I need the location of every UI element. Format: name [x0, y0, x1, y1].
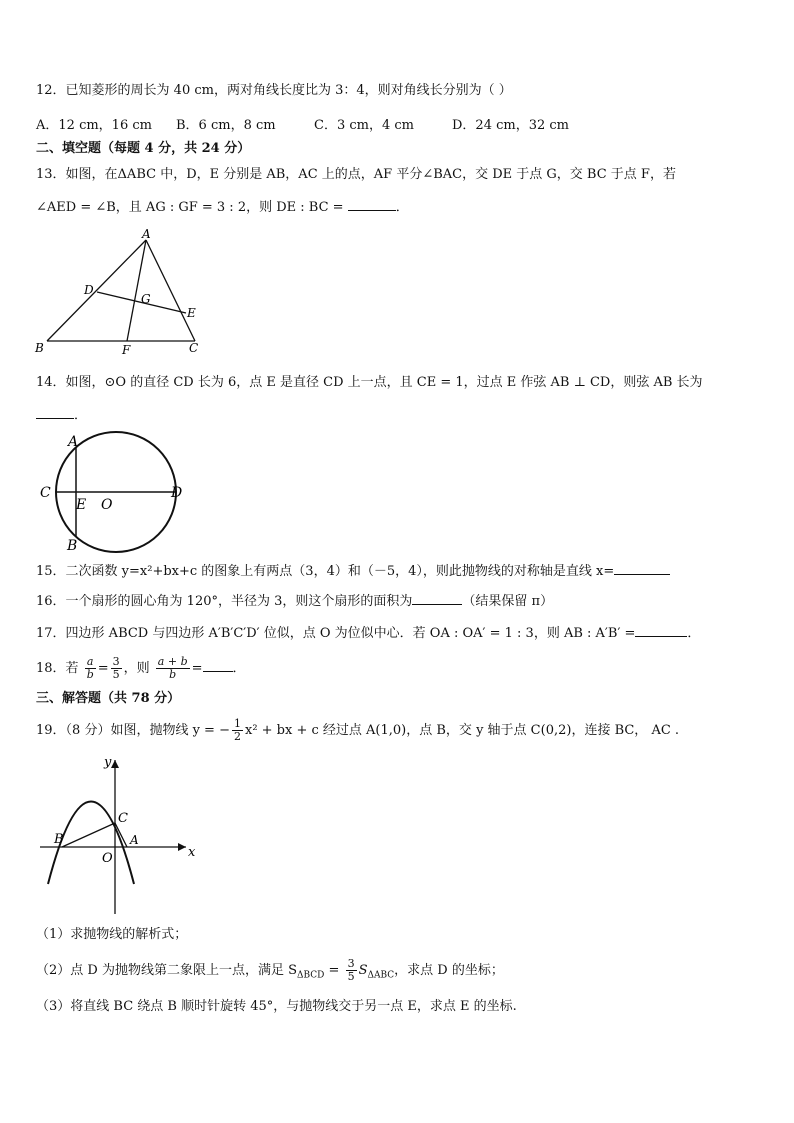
- q12-stem: 12．已知菱形的周长为 40 cm，两对角线长度比为 3：4，则对角线长分别为（ ）: [36, 83, 512, 98]
- q19-sub2-suffix: ，求点 D 的坐标；: [394, 963, 504, 978]
- q16-text: 16．一个扇形的圆心角为 120°，半径为 3，则这个扇形的面积为: [36, 594, 413, 609]
- q13-line2: [36, 198, 409, 217]
- q16-after: （结果保留 π）: [462, 594, 554, 609]
- q13-end: ．: [395, 200, 409, 215]
- q19-frac-num: 1: [233, 717, 241, 730]
- q19-suffix: x² + bx + c 经过点 A(1,0)，点 B，交 y 轴于点 C(0,2)，连接 BC， AC .: [244, 723, 680, 738]
- q19-sub2-prefix: （2）点 D 为抛物线第二象限上一点，满足 S: [36, 963, 297, 978]
- q12-option-a: A．12 cm，16 cm: [36, 118, 152, 133]
- q19-sub2-frac: [346, 958, 357, 983]
- q19-label-x: x: [188, 845, 196, 860]
- q19-stem: [36, 716, 679, 746]
- q13-label-e: E: [187, 306, 196, 320]
- q19-parabola-figure: [36, 752, 206, 918]
- q18-end: ．: [232, 661, 246, 676]
- q19-sub2: [36, 956, 504, 991]
- q19-label-c: C: [118, 811, 128, 826]
- q13-label-d: D: [84, 283, 94, 297]
- q14-end: ．: [74, 408, 88, 423]
- q19-sub2-subscript2: ΔABC: [367, 970, 395, 981]
- q18-prefix: 18．若: [36, 661, 79, 676]
- q14-line2: [36, 406, 87, 425]
- q14-line1: 14．如图，⊙O 的直径 CD 长为 6，点 E 是直径 CD 上一点，且 CE = 1，过点 E 作弦 AB ⊥ CD，则弦 AB 长为: [36, 375, 703, 390]
- q18-frac-a-plus-b-over-b: [156, 656, 190, 681]
- q19-sub3: （3）将直线 BC 绕点 B 顺时针旋转 45°，与抛物线交于另一点 E，求点 E 的坐标.: [36, 999, 517, 1014]
- q15-line: [36, 562, 670, 581]
- q14-label-e: E: [76, 497, 87, 513]
- q16-answer-blank[interactable]: [412, 592, 462, 605]
- q13-line1: 13．如图，在ΔABC 中，D，E 分别是 AB，AC 上的点，AF 平分∠BAC，交 DE 于点 G，交 BC 于点 F，若: [36, 167, 676, 182]
- q14-label-d: D: [171, 485, 183, 501]
- section-solve-heading: 三、解答题（共 78 分）: [36, 691, 181, 706]
- q17-answer-blank[interactable]: [635, 624, 687, 637]
- q17-text: 17．四边形 ABCD 与四边形 A′B′C′D′ 位似，点 O 为位似中心．若 OA : OA′ = 1 : 3，则 AB : A′B′ =: [36, 626, 636, 641]
- q18-mid: ，则: [123, 661, 150, 676]
- q13-triangle-figure: [30, 226, 210, 358]
- q18-frac-a-over-b: [85, 656, 96, 681]
- q19-sub2-eq: =: [324, 963, 344, 978]
- q13-label-b: B: [35, 341, 44, 355]
- q16-line: [36, 592, 553, 611]
- q19-sub2-frac-den: 5: [347, 970, 355, 983]
- q18-answer-blank[interactable]: [203, 659, 233, 672]
- q19-frac-one-half: [232, 718, 243, 743]
- q17-end: ．: [687, 626, 701, 641]
- q13-label-a: A: [142, 227, 151, 241]
- q19-label-y: y: [104, 755, 112, 770]
- q12-option-b: B．6 cm，8 cm: [176, 118, 276, 133]
- q18-frac2-den: 5: [112, 668, 120, 681]
- q19-sub1: （1）求抛物线的解析式；: [36, 927, 188, 942]
- q12-option-c: C．3 cm，4 cm: [314, 118, 414, 133]
- q14-circle-figure: [32, 428, 192, 558]
- q18-frac2-num: 3: [112, 655, 120, 668]
- q13-label-f: F: [122, 343, 131, 357]
- q19-sub2-s: S: [358, 963, 368, 978]
- q18-line: [36, 654, 246, 684]
- q18-frac-3-over-5: [111, 656, 122, 681]
- q15-text: 15．二次函数 y=x²+bx+c 的图象上有两点（3，4）和（－5，4），则此抛物线的对称轴是直线 x=: [36, 564, 615, 579]
- q19-sub2-frac-num: 3: [347, 957, 355, 970]
- q14-answer-blank[interactable]: [36, 406, 74, 419]
- q18-frac3-num: a + b: [157, 655, 188, 668]
- q13-label-g: G: [141, 292, 151, 306]
- q13-line2-text: ∠AED = ∠B，且 AG : GF = 3 : 2，则 DE : BC =: [36, 200, 344, 215]
- q14-label-a: A: [68, 434, 79, 450]
- q19-prefix: 19．（8 分）如图，抛物线 y = −: [36, 723, 230, 738]
- section-fill-blank-heading: 二、填空题（每题 4 分，共 24 分）: [36, 141, 251, 156]
- q17-line: [36, 624, 700, 643]
- q15-answer-blank[interactable]: [614, 562, 670, 575]
- q14-label-b: B: [67, 538, 78, 554]
- q12-option-d: D．24 cm，32 cm: [452, 118, 569, 133]
- q13-label-c: C: [189, 341, 199, 355]
- q18-frac1-num: a: [85, 656, 96, 669]
- q14-label-c: C: [40, 485, 51, 501]
- q14-label-o: O: [101, 497, 113, 513]
- q13-answer-blank[interactable]: [348, 198, 396, 211]
- q18-frac1-den: b: [86, 668, 94, 681]
- q19-label-a: A: [130, 833, 139, 847]
- q19-sub2-subscript1: ΔBCD: [297, 970, 325, 981]
- q19-label-o: O: [102, 851, 113, 866]
- q19-frac-den: 2: [233, 730, 241, 743]
- q18-eq2: =: [191, 661, 203, 676]
- q19-label-b: B: [54, 832, 64, 847]
- q18-eq: =: [97, 661, 109, 676]
- q18-frac3-den: b: [169, 668, 177, 681]
